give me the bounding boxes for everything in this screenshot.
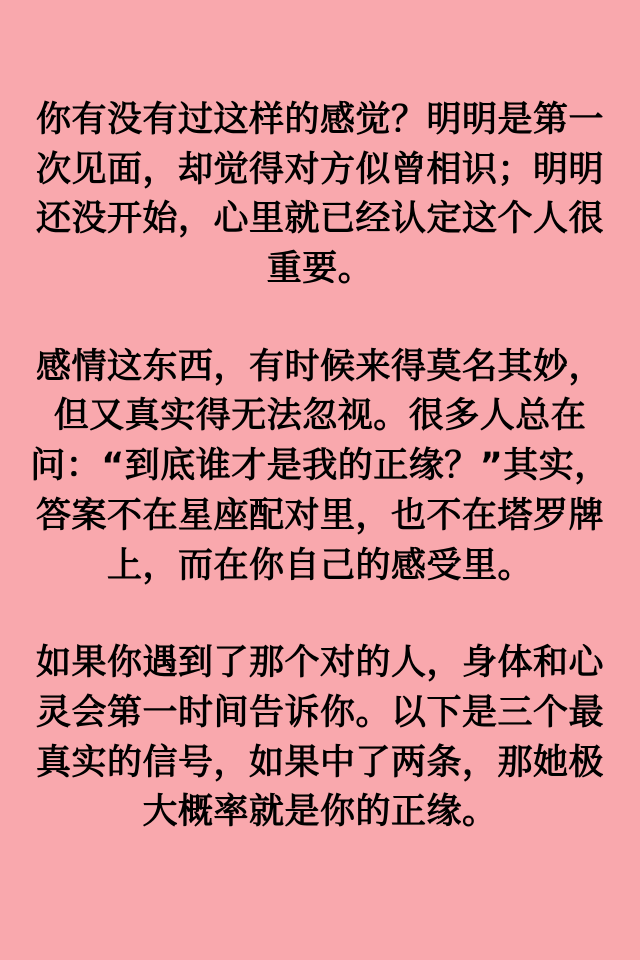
poster-paragraph-1: 你有没有过这样的感觉？明明是第一次见面，却觉得对方似曾相识；明明还没开始，心里就已经认定这个人很重要。 <box>35 100 604 290</box>
poster-paragraph-2: 感情这东西，有时候来得莫名其妙，但又真实得无法忽视。很多人总在问：“到底谁才是我的正缘？”其实，答案不在星座配对里，也不在塔罗牌上，而在你自己的感受里。 <box>30 346 610 586</box>
poster-paragraph-3: 如果你遇到了那个对的人，身体和心灵会第一时间告诉你。以下是三个最真实的信号，如果中了两条，那她极大概率就是你的正缘。 <box>35 643 604 833</box>
